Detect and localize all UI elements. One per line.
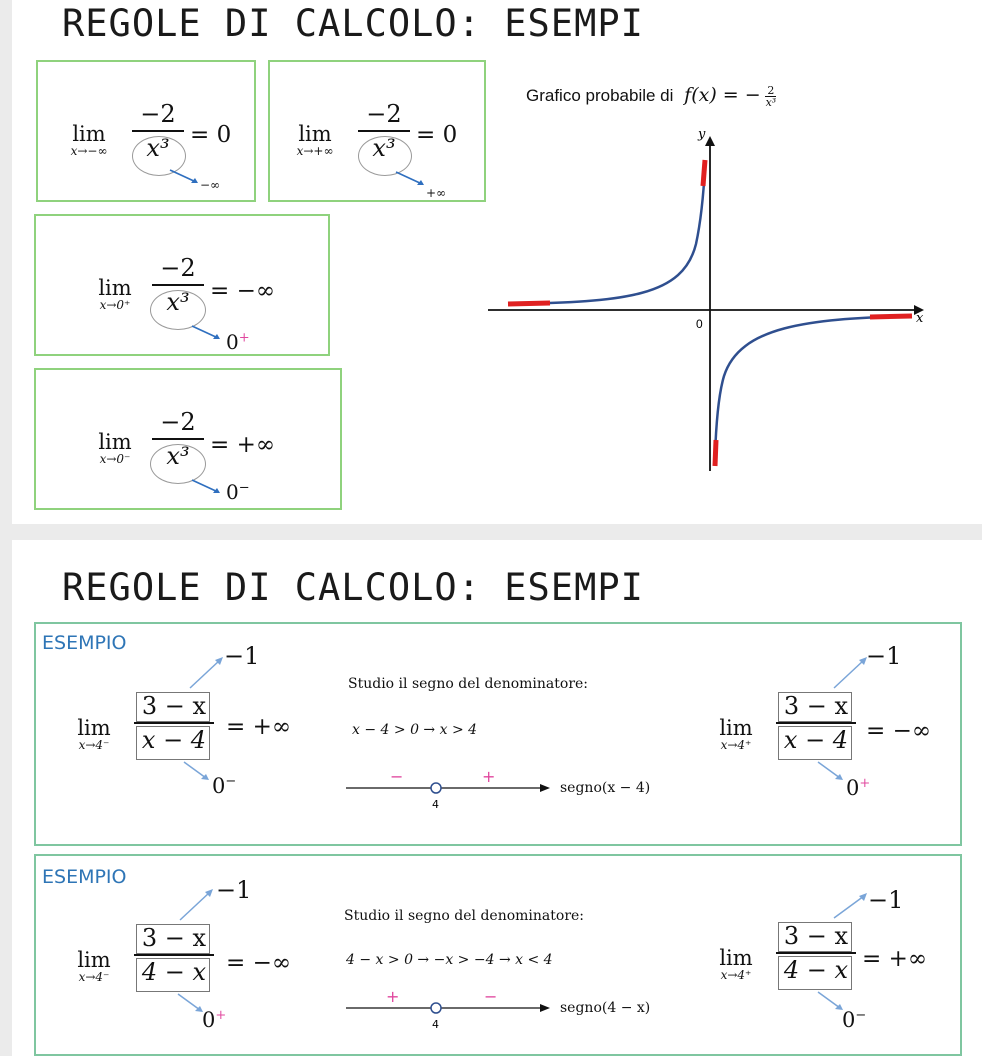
denominator-behaviour: 0+ bbox=[846, 776, 871, 800]
sign-line-arrow-icon bbox=[540, 1004, 550, 1012]
denominator-behaviour: 0− bbox=[226, 480, 250, 504]
lim-word: lim bbox=[298, 122, 332, 146]
lim-subscript: x→+∞ bbox=[296, 144, 334, 158]
curve-left-branch bbox=[508, 166, 705, 304]
denominator-behaviour: 0− bbox=[212, 774, 237, 798]
denominator-behaviour: 0+ bbox=[226, 330, 250, 354]
limit-result: = +∞ bbox=[862, 946, 928, 972]
numerator-box bbox=[778, 692, 852, 722]
sign-chart bbox=[342, 984, 562, 1036]
limit-box-zero-minus bbox=[34, 368, 342, 510]
denominator-box bbox=[136, 726, 210, 760]
arrow-icon bbox=[190, 324, 224, 342]
arrow-icon bbox=[830, 890, 870, 920]
sign-left: − bbox=[390, 767, 404, 786]
right-asymptote-highlight bbox=[870, 316, 912, 317]
slide-1 bbox=[12, 0, 982, 524]
sign-left: + bbox=[386, 987, 400, 1006]
lim-word: lim bbox=[72, 122, 106, 146]
lim-subscript: x→4⁻ bbox=[78, 738, 110, 752]
limit-result: = 0 bbox=[190, 122, 232, 148]
denominator-behaviour: 0+ bbox=[202, 1008, 227, 1032]
numerator-box bbox=[136, 692, 210, 722]
left-asymptote-highlight bbox=[508, 303, 550, 304]
denominator-behaviour: 0− bbox=[842, 1008, 867, 1032]
example-box-1 bbox=[34, 622, 962, 846]
denominator: x³ bbox=[166, 288, 190, 316]
sign-right: − bbox=[484, 987, 498, 1006]
function-graph bbox=[478, 126, 938, 476]
limit-result: = 0 bbox=[416, 122, 458, 148]
denominator-box bbox=[778, 726, 852, 760]
denominator: x − 4 bbox=[783, 726, 849, 754]
numerator-behaviour: −1 bbox=[216, 876, 252, 904]
sign-right: + bbox=[482, 767, 496, 786]
denominator: x³ bbox=[372, 134, 396, 162]
sign-label: segno(4 − x) bbox=[560, 1000, 651, 1016]
denominator-box bbox=[136, 958, 210, 992]
arrow-icon bbox=[394, 170, 428, 188]
limit-box-minus-infinity bbox=[36, 60, 256, 202]
sign-chart bbox=[342, 764, 562, 816]
limit-result: = −∞ bbox=[866, 718, 932, 744]
study-inequality: x − 4 > 0 → x > 4 bbox=[352, 722, 478, 738]
numerator: 3 − x bbox=[141, 692, 207, 720]
lim-word: lim bbox=[77, 716, 111, 740]
numerator-behaviour: −1 bbox=[866, 642, 902, 670]
lim-subscript: x→4⁺ bbox=[720, 738, 752, 752]
limit-result: = −∞ bbox=[210, 278, 276, 304]
lim-word: lim bbox=[719, 946, 753, 970]
study-inequality: 4 − x > 0 → −x > −4 → x < 4 bbox=[346, 952, 553, 968]
numerator: −2 bbox=[366, 100, 402, 128]
lim-word: lim bbox=[719, 716, 753, 740]
sign-line-arrow-icon bbox=[540, 784, 550, 792]
y-axis-label: y bbox=[698, 127, 706, 142]
lim-subscript: x→4⁺ bbox=[720, 968, 752, 982]
limit-box-plus-infinity bbox=[268, 60, 486, 202]
denominator-behaviour: −∞ bbox=[200, 178, 221, 192]
top-asymptote-highlight bbox=[703, 160, 705, 186]
study-title: Studio il segno del denominatore: bbox=[348, 676, 589, 692]
example-label: ESEMPIO bbox=[42, 866, 127, 888]
slide-2 bbox=[12, 540, 982, 1056]
limit-result: = −∞ bbox=[226, 950, 292, 976]
sign-point bbox=[431, 783, 441, 793]
numerator-behaviour: −1 bbox=[224, 642, 260, 670]
denominator: x³ bbox=[166, 442, 190, 470]
example-label: ESEMPIO bbox=[42, 632, 127, 654]
lim-subscript: x→4⁻ bbox=[78, 970, 110, 984]
lim-subscript: x→0⁺ bbox=[99, 298, 131, 312]
bottom-asymptote-highlight bbox=[715, 440, 716, 466]
sign-point bbox=[431, 1003, 441, 1013]
limit-box-zero-plus bbox=[34, 214, 330, 356]
lim-word: lim bbox=[77, 948, 111, 972]
origin-label: 0 bbox=[696, 317, 703, 331]
limit-result: = +∞ bbox=[210, 432, 276, 458]
numerator: 3 − x bbox=[141, 924, 207, 952]
arrow-icon bbox=[190, 478, 224, 496]
numerator-behaviour: −1 bbox=[868, 886, 904, 914]
arrow-icon bbox=[186, 654, 226, 690]
numerator: 3 − x bbox=[783, 922, 849, 950]
y-axis-arrow-icon bbox=[705, 136, 715, 146]
arrow-icon bbox=[830, 654, 870, 690]
numerator: −2 bbox=[160, 254, 196, 282]
denominator-behaviour: +∞ bbox=[426, 186, 447, 200]
arrow-icon bbox=[182, 760, 212, 782]
denominator: 4 − x bbox=[783, 956, 849, 984]
denominator: x − 4 bbox=[141, 726, 207, 754]
sign-point-label: 4 bbox=[432, 1018, 439, 1031]
numerator: −2 bbox=[140, 100, 176, 128]
study-title: Studio il segno del denominatore: bbox=[344, 908, 585, 924]
numerator-box bbox=[778, 922, 852, 952]
limit-result: = +∞ bbox=[226, 714, 292, 740]
lim-subscript: x→0⁻ bbox=[99, 452, 131, 466]
denominator-box bbox=[778, 956, 852, 990]
graph-caption: Grafico probabile di f(x) = − $\frac{2}{\text{x³}}$ bbox=[526, 84, 777, 110]
lim-word: lim bbox=[98, 276, 132, 300]
arrow-icon bbox=[176, 886, 216, 922]
lim-word: lim bbox=[98, 430, 132, 454]
curve-right-branch bbox=[715, 316, 908, 456]
x-axis-label: x bbox=[916, 311, 924, 326]
slide-title: REGOLE DI CALCOLO: ESEMPI bbox=[62, 2, 644, 45]
arrow-icon bbox=[816, 760, 846, 782]
numerator-box bbox=[136, 924, 210, 954]
sign-point-label: 4 bbox=[432, 798, 439, 811]
arrow-icon bbox=[168, 168, 202, 186]
denominator: x³ bbox=[146, 134, 170, 162]
example-box-2 bbox=[34, 854, 962, 1056]
sign-label: segno(x − 4) bbox=[560, 780, 651, 796]
denominator: 4 − x bbox=[141, 958, 207, 986]
lim-subscript: x→−∞ bbox=[70, 144, 108, 158]
numerator: 3 − x bbox=[783, 692, 849, 720]
numerator: −2 bbox=[160, 408, 196, 436]
slide-title: REGOLE DI CALCOLO: ESEMPI bbox=[62, 566, 644, 609]
